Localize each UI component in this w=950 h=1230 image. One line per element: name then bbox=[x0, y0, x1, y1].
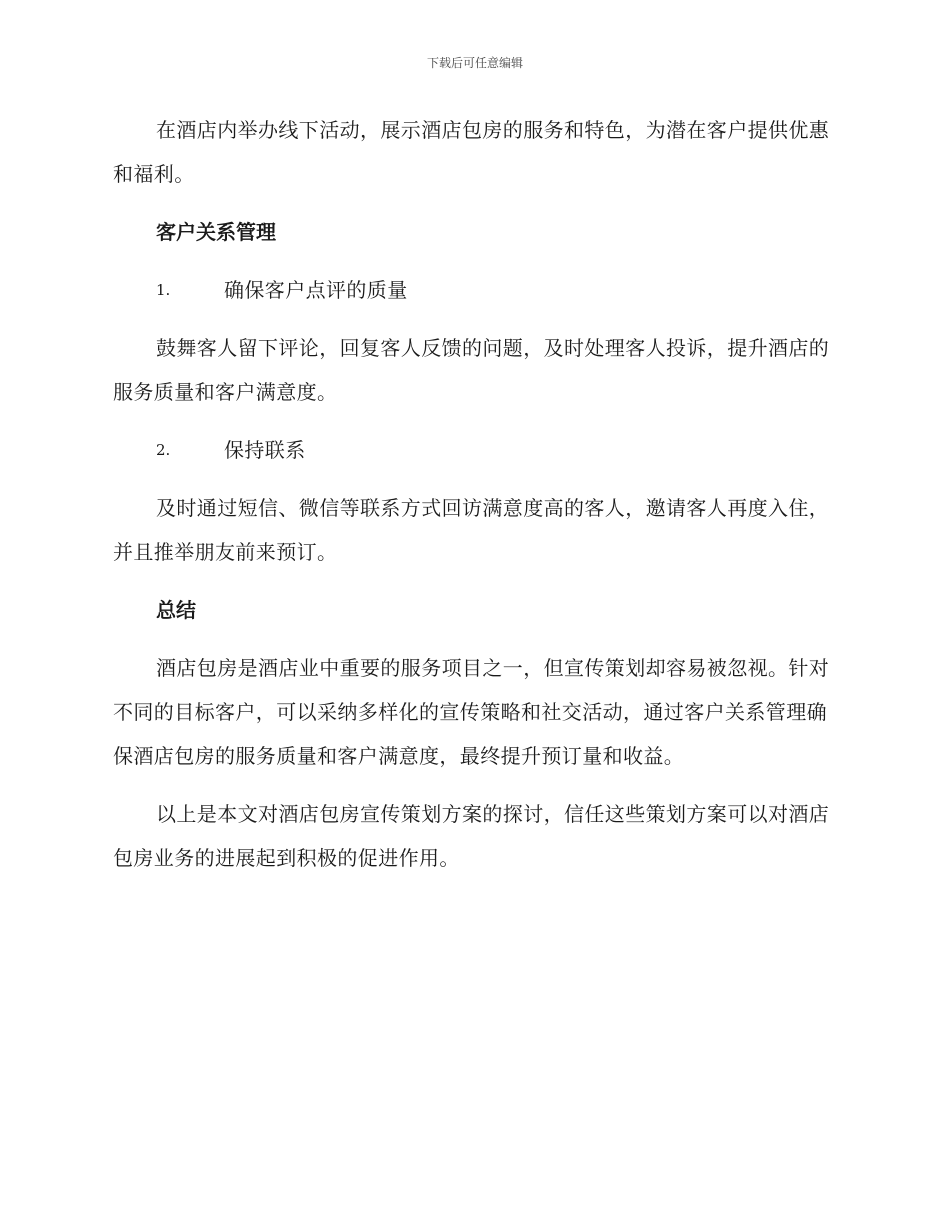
document-body bbox=[113, 108, 833, 894]
page-header: 下载后可任意编辑 bbox=[426, 56, 523, 70]
section-heading-crm: 客户关系管理 bbox=[156, 220, 276, 244]
paragraph-conclusion: 以上是本文对酒店包房宣传策划方案的探讨，信任这些策划方案可以对酒店包房业务的进展起到积极的促进作用。 bbox=[113, 802, 830, 870]
list-number: 1. bbox=[156, 281, 171, 299]
list-item-review-quality bbox=[113, 268, 833, 312]
paragraph-follow-up: 及时通过短信、微信等联系方式回访满意度高的客人，邀请客人再度入住，并且推举朋友前来预订。 bbox=[113, 496, 830, 564]
paragraph-summary: 酒店包房是酒店业中重要的服务项目之一，但宣传策划却容易被忽视。针对不同的目标客户，可以采纳多样化的宣传策略和社交活动，通过客户关系管理确保酒店包房的服务质量和客户满意度，最终提升预订量和收益。 bbox=[113, 656, 830, 768]
section-heading-summary: 总结 bbox=[156, 598, 196, 622]
paragraph-offline-events: 在酒店内举办线下活动，展示酒店包房的服务和特色，为潜在客户提供优惠和福利。 bbox=[113, 118, 830, 186]
list-item-label: 保持联系 bbox=[224, 438, 306, 462]
list-item-label: 确保客户点评的质量 bbox=[224, 278, 408, 302]
list-item-keep-contact bbox=[113, 428, 833, 472]
paragraph-reviews: 鼓舞客人留下评论，回复客人反馈的问题，及时处理客人投诉，提升酒店的服务质量和客户满意度。 bbox=[113, 336, 830, 404]
list-number: 2. bbox=[156, 441, 171, 459]
